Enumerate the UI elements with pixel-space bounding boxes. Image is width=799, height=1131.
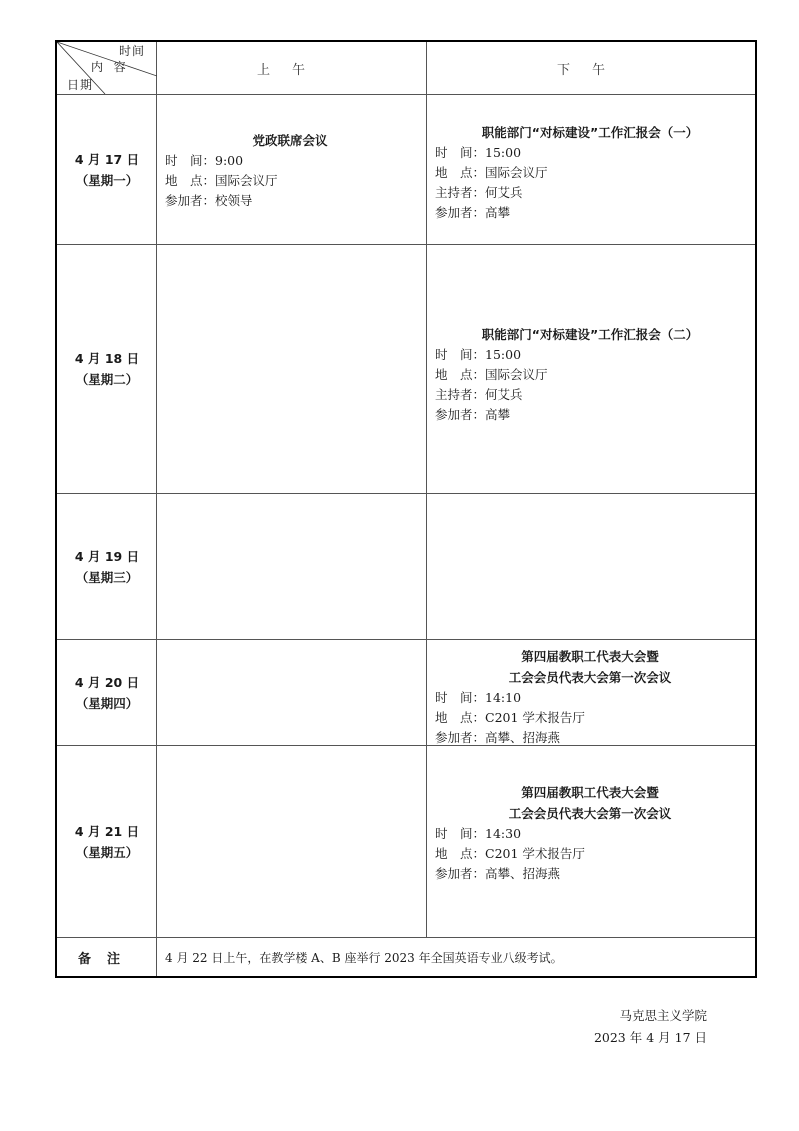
meeting-title: 职能部门“对标建设”工作汇报会（一） xyxy=(481,125,699,140)
meeting-title: 职能部门“对标建设”工作汇报会（二） xyxy=(481,327,699,342)
row-divider xyxy=(57,493,755,494)
schedule-table xyxy=(55,40,757,978)
row-divider xyxy=(57,94,755,95)
column-header-morning: 上午 xyxy=(256,62,327,78)
row-divider xyxy=(57,639,755,640)
meeting-title-line: 第四届教职工代表大会暨 xyxy=(521,785,659,800)
meeting-morning xyxy=(165,130,415,211)
meeting-attendees: 参加者：高攀 xyxy=(435,205,511,220)
meeting-time: 时 间：15:00 xyxy=(435,347,522,362)
meeting-place: 地 点：C201 学术报告厅 xyxy=(435,710,585,725)
meeting-title: 党政联席会议 xyxy=(252,133,328,148)
column-divider xyxy=(426,42,427,937)
meeting-attendees: 参加者：校领导 xyxy=(165,193,253,208)
meeting-place: 地 点：C201 学术报告厅 xyxy=(435,846,585,861)
corner-label-date: 日期 xyxy=(67,78,94,92)
meeting-place: 地 点：国际会议厅 xyxy=(435,165,548,180)
weekday-label: （星期三） xyxy=(75,569,139,585)
weekday-label: （星期二） xyxy=(75,372,139,387)
date-cell xyxy=(57,494,157,639)
meeting-attendees: 参加者：高攀、招海燕 xyxy=(435,866,561,881)
meeting-title-line: 第四届教职工代表大会暨 xyxy=(521,649,659,664)
date-label: 4 月 19 日 xyxy=(74,548,140,564)
notes-text: 4 月 22 日上午，在教学楼 A、B 座举行 2023 年全国英语专业八级考试。 xyxy=(165,950,563,965)
date-label: 4 月 21 日 xyxy=(74,823,140,839)
meeting-place: 地 点：国际会议厅 xyxy=(165,173,278,188)
meeting-attendees: 参加者：高攀、招海燕 xyxy=(435,730,561,745)
meeting-time: 时 间：9:00 xyxy=(165,153,244,168)
meeting-title-line: 工会会员代表大会第一次会议 xyxy=(508,806,672,821)
notes-label: 备注 xyxy=(77,951,136,967)
meeting-afternoon xyxy=(435,122,745,223)
weekday-label: （星期四） xyxy=(75,695,139,711)
meeting-host: 主持者：何艾兵 xyxy=(435,387,523,402)
meeting-place: 地 点：国际会议厅 xyxy=(435,367,548,382)
date-label: 4 月 18 日 xyxy=(74,351,140,366)
date-cell xyxy=(57,95,157,244)
meeting-host: 主持者：何艾兵 xyxy=(435,185,523,200)
date-cell xyxy=(57,746,157,937)
meeting-afternoon xyxy=(435,782,745,884)
meeting-title-line: 工会会员代表大会第一次会议 xyxy=(508,670,672,685)
date-label: 4 月 20 日 xyxy=(74,674,140,690)
corner-label-content: 内 容 xyxy=(91,60,127,74)
weekday-label: （星期五） xyxy=(75,844,139,860)
date-cell xyxy=(57,245,157,493)
meeting-afternoon xyxy=(435,324,745,425)
footer-organization: 马克思主义学院 xyxy=(619,1008,707,1023)
meeting-attendees: 参加者：高攀 xyxy=(435,407,511,422)
corner-label-time: 时间 xyxy=(119,44,146,58)
meeting-afternoon xyxy=(435,646,745,748)
row-divider xyxy=(57,244,755,245)
footer-date: 2023 年 4 月 17 日 xyxy=(593,1030,707,1045)
weekday-label: （星期一） xyxy=(75,172,139,188)
date-label: 4 月 17 日 xyxy=(74,151,140,167)
meeting-time: 时 间：15:00 xyxy=(435,145,522,160)
meeting-time: 时 间：14:30 xyxy=(435,826,522,841)
meeting-time: 时 间：14:10 xyxy=(435,690,522,705)
date-cell xyxy=(57,640,157,745)
column-header-afternoon: 下午 xyxy=(556,62,627,78)
